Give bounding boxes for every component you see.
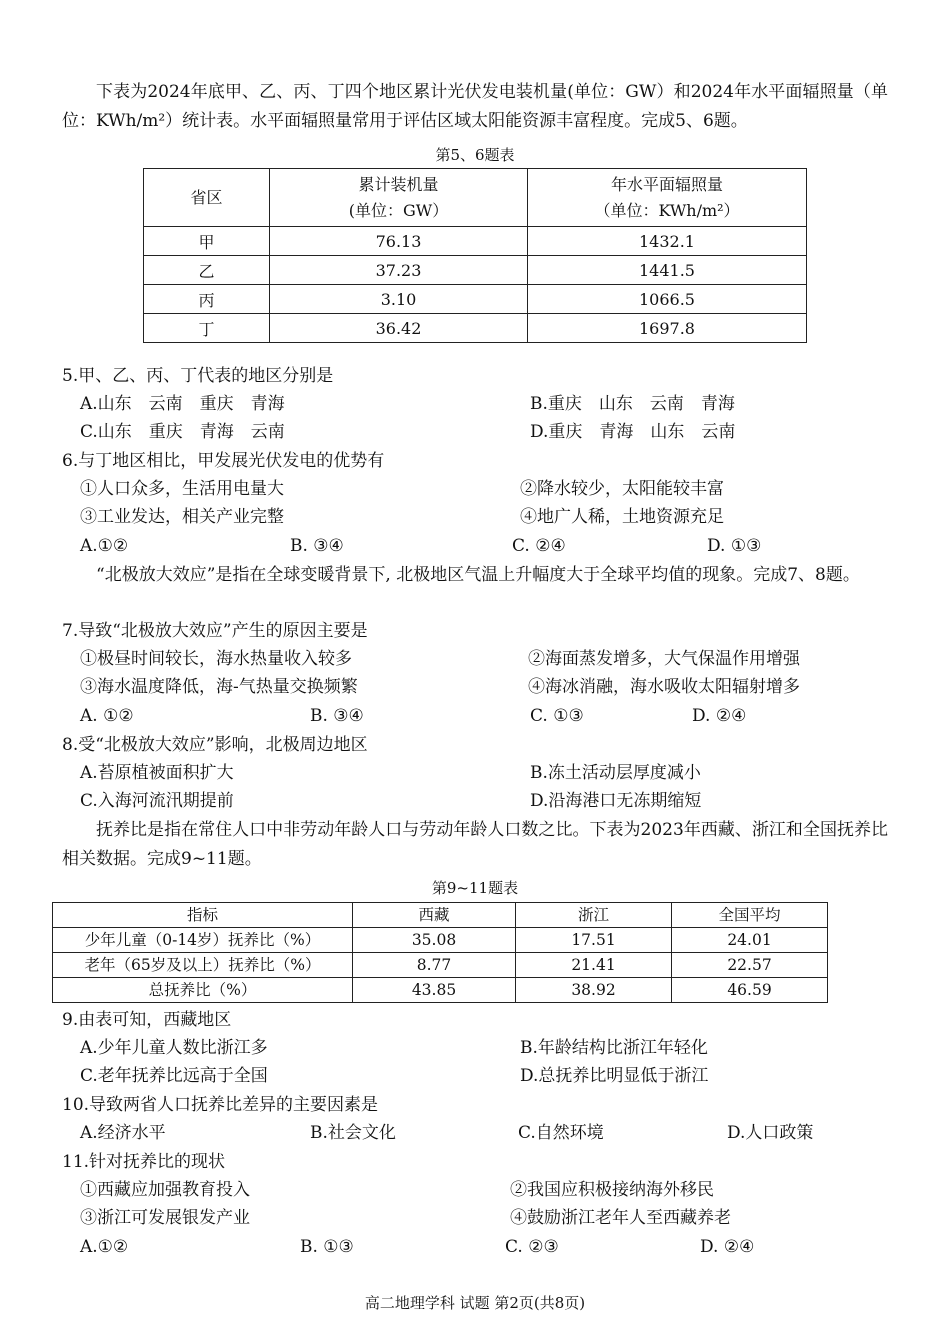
intro-paragraph-5-6: 下表为2024年底甲、乙、丙、丁四个地区累计光伏发电装机量(单位：GW）和2024年水平面辐照量（单位：KWh/m²）统计表。水平面辐照量常用于评估区域太阳能资源丰富程度。完成5、6题。 [62, 82, 888, 131]
radiation-cell: 1066.5 [528, 285, 807, 314]
q8-option-b: B.冻土活动层厚度减小 [530, 763, 701, 783]
region-cell: 甲 [144, 227, 270, 256]
q7-option-c: C. ①③ [530, 706, 584, 726]
q9-option-a: A.少年儿童人数比浙江多 [80, 1038, 268, 1058]
indicator-cell: 总抚养比（%） [53, 978, 353, 1003]
value-cell: 17.51 [516, 928, 672, 953]
q7-statement-1: ①极昼时间较长，海水热量收入较多 [80, 649, 352, 669]
q11-option-b: B. ①③ [300, 1237, 354, 1257]
header-capacity [270, 169, 528, 227]
q10-option-a: A.经济水平 [80, 1123, 166, 1143]
q7-option-b: B. ③④ [310, 706, 364, 726]
header-national-average: 全国平均 [672, 903, 828, 928]
radiation-cell: 1432.1 [528, 227, 807, 256]
q11-statement-1: ①西藏应加强教育投入 [80, 1180, 250, 1200]
intro-paragraph-9-11: 抚养比是指在常住人口中非劳动年龄人口与劳动年龄人口数之比。下表为2023年西藏、浙江和全国抚养比相关数据。完成9~11题。 [62, 820, 888, 869]
q5-option-c: C.山东 重庆 青海 云南 [80, 422, 285, 442]
region-cell: 丁 [144, 314, 270, 343]
value-cell: 35.08 [353, 928, 516, 953]
header-tibet: 西藏 [353, 903, 516, 928]
q8-option-a: A.苔原植被面积扩大 [80, 763, 234, 783]
table1-caption: 第5、6题表 [435, 146, 515, 164]
q11-statement-4: ④鼓励浙江老年人至西藏养老 [510, 1208, 731, 1228]
q10-option-c: C.自然环境 [518, 1123, 604, 1143]
value-cell: 24.01 [672, 928, 828, 953]
q10-option-d: D.人口政策 [727, 1123, 814, 1143]
q11-statement-2: ②我国应积极接纳海外移民 [510, 1180, 714, 1200]
q8-stem: 8.受“北极放大效应”影响，北极周边地区 [62, 735, 368, 755]
q7-stem: 7.导致“北极放大效应”产生的原因主要是 [62, 621, 368, 641]
capacity-cell: 37.23 [270, 256, 528, 285]
value-cell: 8.77 [353, 953, 516, 978]
value-cell: 46.59 [672, 978, 828, 1003]
q6-statement-3: ③工业发达，相关产业完整 [80, 507, 284, 527]
header-capacity-unit: (单位：GW） [348, 200, 449, 220]
q6-option-a: A.①② [80, 536, 129, 556]
table-row [144, 314, 807, 343]
table-row [53, 978, 828, 1003]
q7-statement-4: ④海冰消融，海水吸收太阳辐射增多 [528, 677, 800, 697]
header-capacity-title: 累计装机量 [358, 174, 439, 194]
indicator-cell: 少年儿童（0-14岁）抚养比（%） [53, 928, 353, 953]
q10-stem: 10.导致两省人口抚养比差异的主要因素是 [62, 1095, 379, 1115]
header-region: 省区 [144, 169, 270, 227]
q11-option-d: D. ②④ [700, 1237, 755, 1257]
table1-header-row [144, 169, 807, 227]
photovoltaic-table [143, 168, 807, 343]
table2-header-row [53, 903, 828, 928]
table-row [53, 928, 828, 953]
q6-option-b: B. ③④ [290, 536, 344, 556]
header-zhejiang: 浙江 [516, 903, 672, 928]
q6-option-d: D. ①③ [707, 536, 762, 556]
q7-option-d: D. ②④ [692, 706, 747, 726]
value-cell: 21.41 [516, 953, 672, 978]
header-indicator: 指标 [53, 903, 353, 928]
capacity-cell: 36.42 [270, 314, 528, 343]
table-row [53, 953, 828, 978]
q5-option-b: B.重庆 山东 云南 青海 [530, 394, 735, 414]
region-cell: 乙 [144, 256, 270, 285]
q9-option-b: B.年龄结构比浙江年轻化 [520, 1038, 708, 1058]
q10-option-b: B.社会文化 [310, 1123, 396, 1143]
header-radiation-title: 年水平面辐照量 [610, 174, 723, 194]
dependency-ratio-table [52, 902, 828, 1003]
capacity-cell: 3.10 [270, 285, 528, 314]
value-cell: 22.57 [672, 953, 828, 978]
q9-option-d: D.总抚养比明显低于浙江 [520, 1066, 709, 1086]
header-radiation-unit: （单位：KWh/m²） [594, 200, 740, 220]
header-radiation [528, 169, 807, 227]
q9-option-c: C.老年抚养比远高于全国 [80, 1066, 268, 1086]
capacity-cell: 76.13 [270, 227, 528, 256]
q6-statement-4: ④地广人稀，土地资源充足 [520, 507, 724, 527]
q5-stem: 5.甲、乙、丙、丁代表的地区分别是 [62, 366, 334, 386]
q7-statement-3: ③海水温度降低，海-气热量交换频繁 [80, 677, 358, 697]
q7-statement-2: ②海面蒸发增多，大气保温作用增强 [528, 649, 800, 669]
page-footer: 高二地理学科 试题 第2页(共8页) [364, 1294, 586, 1312]
table-row [144, 256, 807, 285]
intro-paragraph-7-8: “北极放大效应”是指在全球变暖背景下, 北极地区气温上升幅度大于全球平均值的现象。完成7、8题。 [96, 565, 860, 585]
q5-option-d: D.重庆 青海 山东 云南 [530, 422, 736, 442]
q6-statement-1: ①人口众多，生活用电量大 [80, 479, 284, 499]
value-cell: 38.92 [516, 978, 672, 1003]
table2-caption: 第9~11题表 [431, 879, 519, 897]
radiation-cell: 1697.8 [528, 314, 807, 343]
q5-option-a: A.山东 云南 重庆 青海 [80, 394, 285, 414]
q8-option-c: C.入海河流汛期提前 [80, 791, 234, 811]
region-cell: 丙 [144, 285, 270, 314]
q11-option-c: C. ②③ [505, 1237, 559, 1257]
q6-option-c: C. ②④ [512, 536, 566, 556]
indicator-cell: 老年（65岁及以上）抚养比（%） [53, 953, 353, 978]
table-row [144, 227, 807, 256]
q6-statement-2: ②降水较少，太阳能较丰富 [520, 479, 724, 499]
q7-option-a: A. ①② [80, 706, 134, 726]
q9-stem: 9.由表可知，西藏地区 [62, 1010, 232, 1030]
q8-option-d: D.沿海港口无冻期缩短 [530, 791, 702, 811]
q11-stem: 11.针对抚养比的现状 [62, 1152, 226, 1172]
q11-statement-3: ③浙江可发展银发产业 [80, 1208, 250, 1228]
table-row [144, 285, 807, 314]
q6-stem: 6.与丁地区相比，甲发展光伏发电的优势有 [62, 451, 385, 471]
radiation-cell: 1441.5 [528, 256, 807, 285]
value-cell: 43.85 [353, 978, 516, 1003]
q11-option-a: A.①② [80, 1237, 129, 1257]
